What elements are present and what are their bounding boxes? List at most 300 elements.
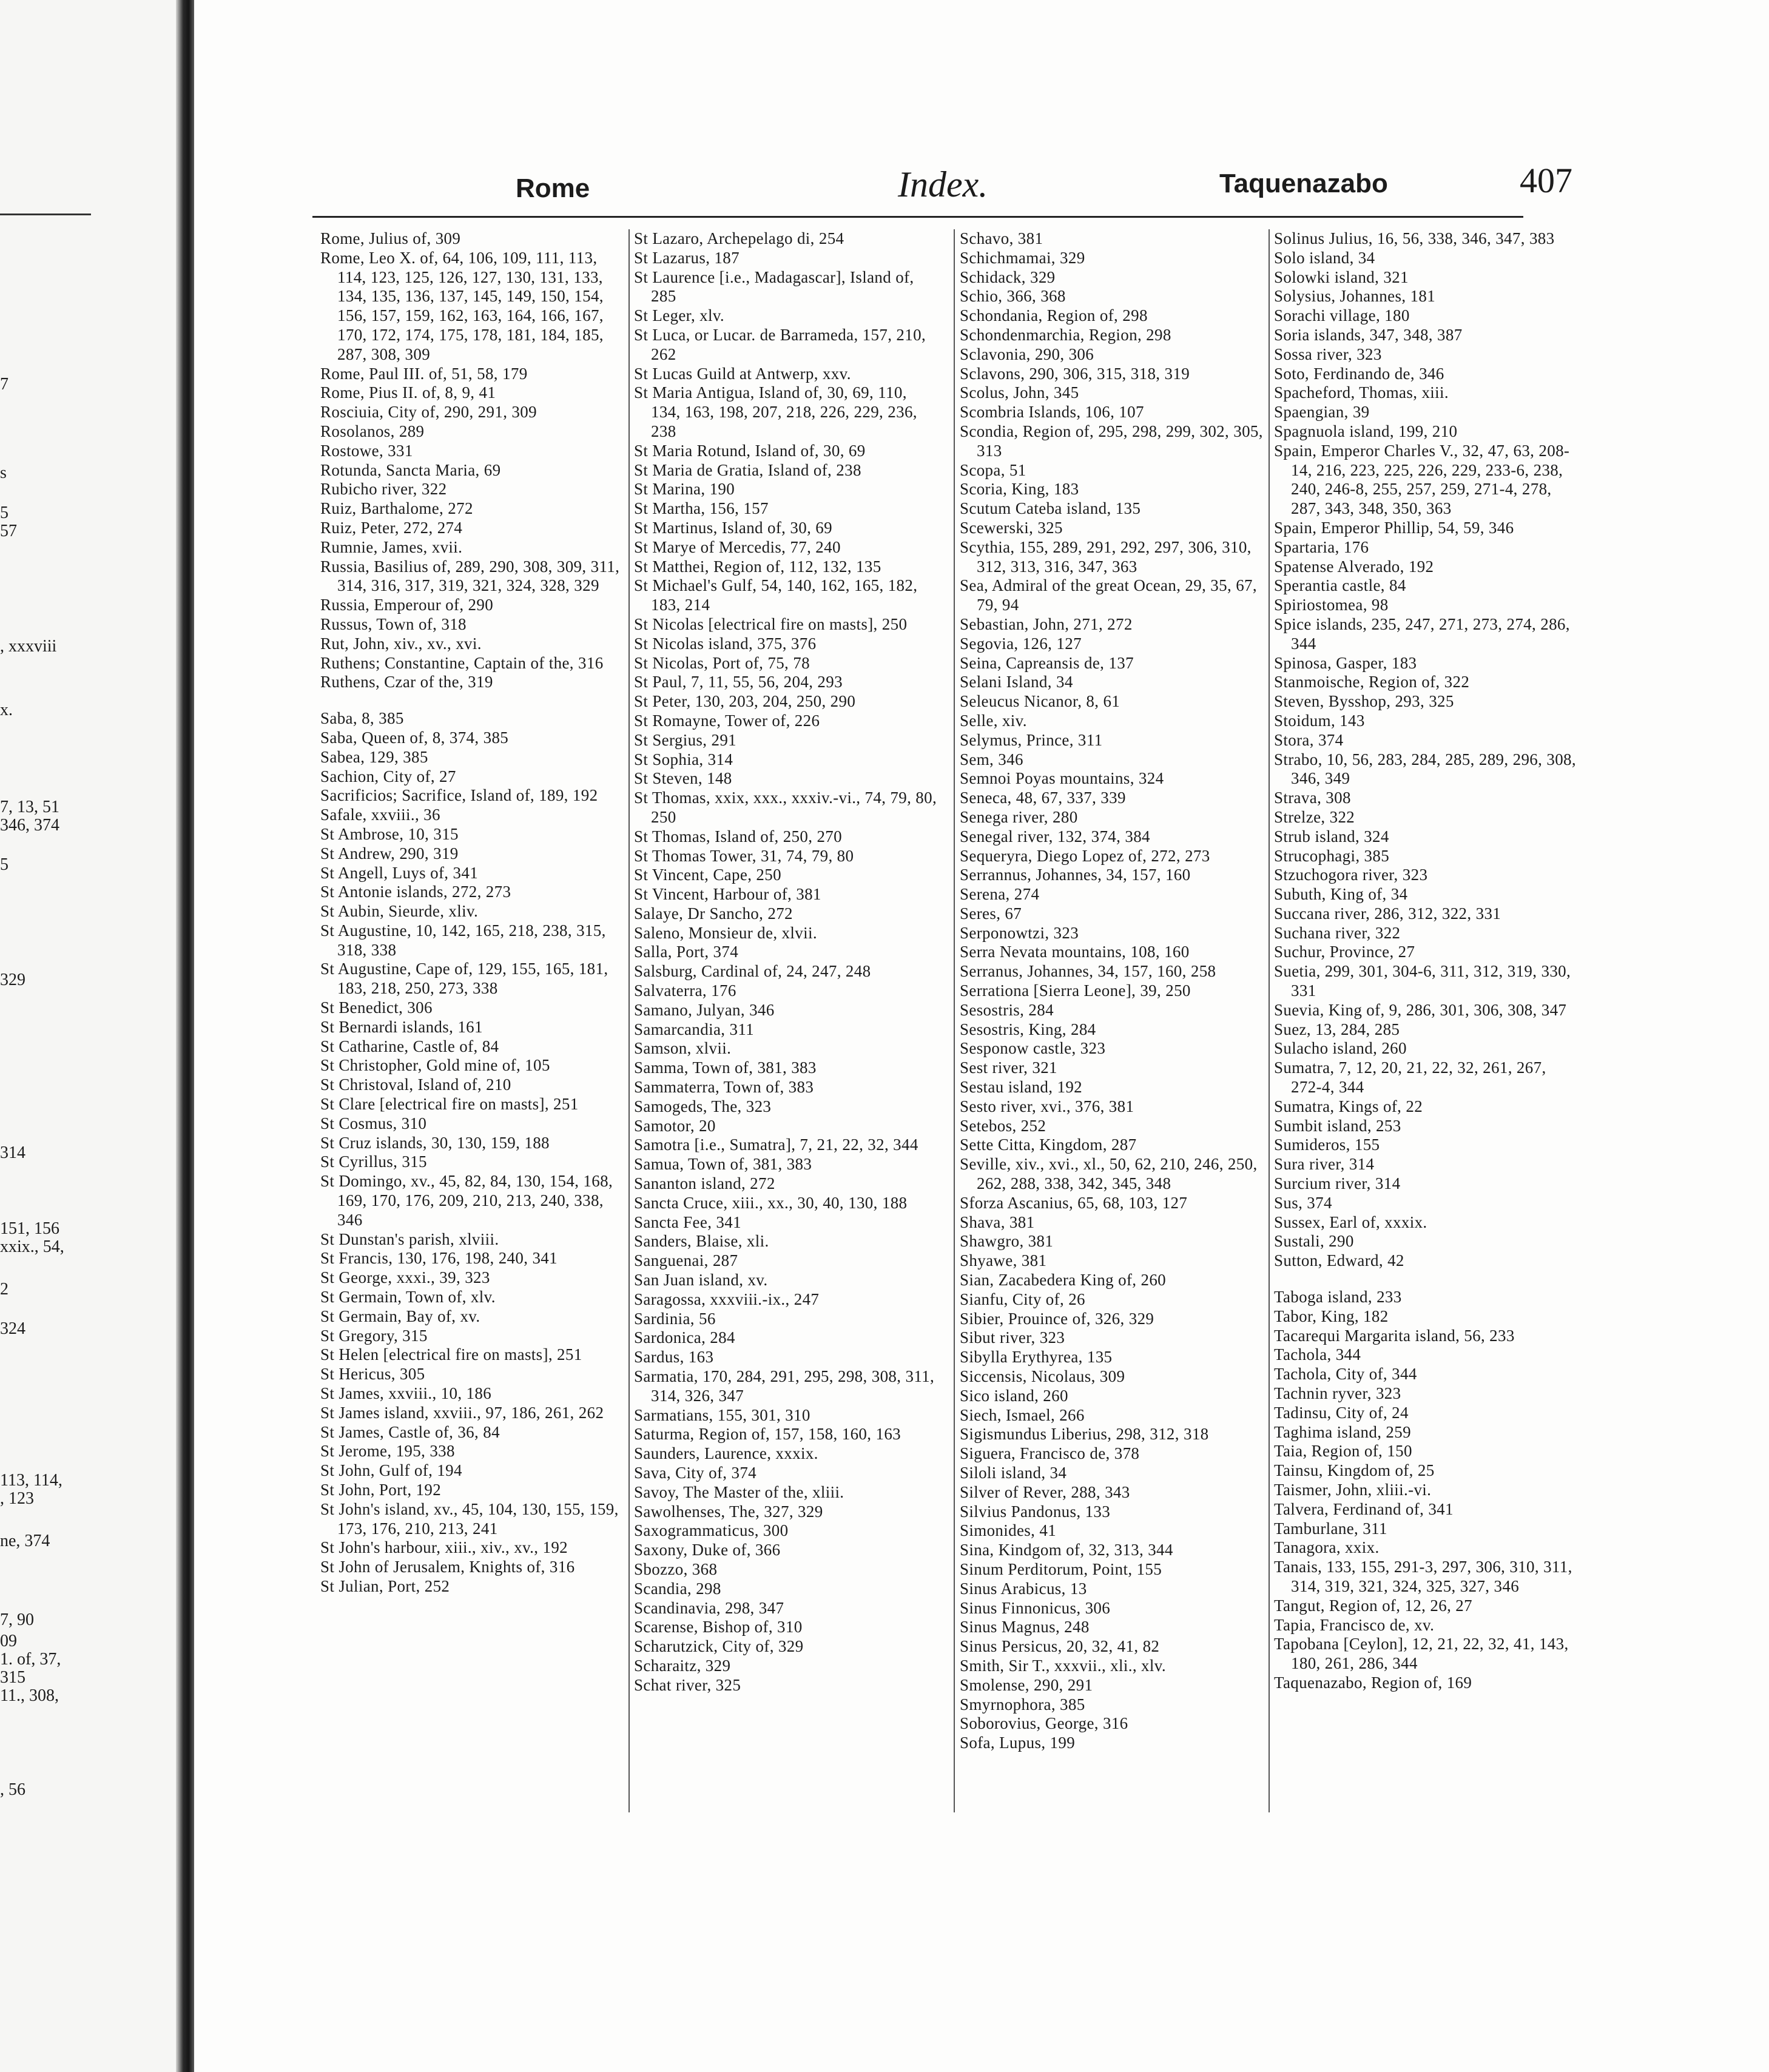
index-entry: Sussex, Earl of, xxxix.	[1274, 1213, 1427, 1231]
index-entry: St Antonie islands, 272, 273	[320, 883, 511, 901]
index-entry: Sammaterra, Town of, 383	[634, 1078, 814, 1097]
index-entry: Taia, Region of, 150	[1274, 1442, 1412, 1461]
index-entry: St James, Castle of, 36, 84	[320, 1422, 500, 1441]
index-column-4	[1274, 229, 1577, 1806]
index-entry: Scombria Islands, 106, 107	[960, 403, 1144, 422]
index-entry: Spagnuola island, 199, 210	[1274, 422, 1458, 440]
index-entry: St Vincent, Harbour of, 381	[634, 885, 821, 904]
index-entry: Rome, Leo X. of, 64, 106, 109, 111, 113, 114, 123, 125, 126, 127, 130, 131, 133, 134, 135, 136, 137, 145, 149, 150, 154, 156, 157, 159, 162, 163, 164, 166, 167, 170, 172, 174, 175, 178, 181, 184, 185, 287, 308, 309	[320, 248, 604, 363]
index-entry: Scolus, John, 345	[960, 383, 1079, 402]
index-entry: Saleno, Monsieur de, xlvii.	[634, 923, 817, 942]
index-entry: St Martinus, Island of, 30, 69	[634, 518, 832, 537]
index-entry: Sea, Admiral of the great Ocean, 29, 35, 67, 79, 94	[960, 576, 1258, 614]
index-entry: Solysius, Johannes, 181	[1274, 287, 1436, 306]
index-entry: Spinosa, Gasper, 183	[1274, 653, 1417, 672]
index-entry: Shawgro, 381	[960, 1232, 1054, 1251]
index-entry: St John of Jerusalem, Knights of, 316	[320, 1558, 575, 1576]
index-entry: Tapia, Francisco de, xv.	[1274, 1615, 1435, 1634]
index-entry: St Hericus, 305	[320, 1365, 425, 1384]
index-entry: St Cruz islands, 30, 130, 159, 188	[320, 1133, 550, 1152]
index-entry: Serrationa [Sierra Leone], 39, 250	[960, 981, 1191, 1000]
index-entry: Sebastian, John, 271, 272	[960, 614, 1133, 633]
index-entry: Taismer, John, xliii.-vi.	[1274, 1481, 1432, 1499]
index-entry: St Leger, xlv.	[634, 306, 725, 325]
index-entry: Sesostris, King, 284	[960, 1020, 1096, 1038]
index-entry: Sian, Zacabedera King of, 260	[960, 1271, 1167, 1290]
index-entry: St Romayne, Tower of, 226	[634, 711, 820, 730]
previous-page-rule	[0, 214, 91, 215]
index-entry: Siech, Ismael, 266	[960, 1405, 1085, 1424]
index-entry: St John, Port, 192	[320, 1481, 442, 1499]
index-entry: Sclavons, 290, 306, 315, 318, 319	[960, 364, 1190, 383]
index-entry: St Nicolas [electrical fire on masts], 250	[634, 614, 908, 633]
index-entry: Rosolanos, 289	[320, 422, 425, 440]
index-entry: St Lucas Guild at Antwerp, xxv.	[634, 364, 851, 383]
index-entry: Suevia, King of, 9, 286, 301, 306, 308, 347	[1274, 1000, 1567, 1019]
index-entry: Sinus Finnonicus, 306	[960, 1598, 1111, 1617]
index-entry: Tainsu, Kingdom of, 25	[1274, 1461, 1435, 1480]
index-entry: Scoria, King, 183	[960, 480, 1079, 499]
index-entry: Silvius Pandonus, 133	[960, 1502, 1111, 1521]
index-entry: St Cyrillus, 315	[320, 1152, 427, 1171]
index-entry: Sardonica, 284	[634, 1328, 735, 1347]
index-entry: Saxogrammaticus, 300	[634, 1521, 789, 1540]
index-entry: Sinus Arabicus, 13	[960, 1579, 1087, 1598]
index-entry: Selymus, Prince, 311	[960, 730, 1103, 749]
index-entry: St Thomas Tower, 31, 74, 79, 80	[634, 846, 854, 865]
column-divider	[954, 229, 955, 1812]
index-entry: St Laurence [i.e., Madagascar], Island of, 285	[634, 267, 914, 306]
index-entry: Suchana river, 322	[1274, 923, 1401, 942]
index-entry: Strava, 308	[1274, 789, 1351, 807]
index-entry: St Maria Rotund, Island of, 30, 69	[634, 441, 866, 460]
index-entry: Sava, City of, 374	[634, 1464, 757, 1482]
index-entry: St Germain, Bay of, xv.	[320, 1307, 480, 1325]
index-entry: Seleucus Nicanor, 8, 61	[960, 692, 1120, 711]
margin-fragment: ne, 374	[0, 1532, 50, 1550]
header-title: Index.	[898, 164, 988, 204]
index-entry: St Gregory, 315	[320, 1326, 428, 1345]
index-entry: Solinus Julius, 16, 56, 338, 346, 347, 383	[1274, 229, 1555, 247]
index-entry: St John's island, xv., 45, 104, 130, 155, 159, 173, 176, 210, 213, 241	[320, 1499, 619, 1538]
index-entry: Spiriostomea, 98	[1274, 596, 1389, 614]
index-entry: Senegal river, 132, 374, 384	[960, 827, 1150, 846]
index-entry: Sesto river, xvi., 376, 381	[960, 1097, 1134, 1115]
index-entry: Sulacho island, 260	[1274, 1039, 1407, 1058]
index-entry: Sumatra, Kings of, 22	[1274, 1097, 1423, 1115]
index-entry: Rosciuia, City of, 290, 291, 309	[320, 403, 537, 422]
index-entry: Scarense, Bishop of, 310	[634, 1618, 803, 1636]
index-entry: Sanguenai, 287	[634, 1251, 738, 1270]
index-entry: Solowki island, 321	[1274, 267, 1409, 286]
index-entry: St Marina, 190	[634, 480, 735, 499]
index-entry: Samua, Town of, 381, 383	[634, 1155, 812, 1174]
index-entry: Ruiz, Barthalome, 272	[320, 499, 473, 518]
index-entry: Saxony, Duke of, 366	[634, 1541, 781, 1559]
index-entry: Schichmamai, 329	[960, 248, 1085, 267]
index-entry: Scythia, 155, 289, 291, 292, 297, 306, 310, 312, 313, 316, 347, 363	[960, 537, 1252, 576]
index-entry: St Martha, 156, 157	[634, 499, 769, 518]
running-header	[194, 0, 1769, 218]
margin-fragment: 7	[0, 375, 8, 394]
page-number: 407	[1520, 161, 1572, 200]
header-first-entry: Rome	[516, 173, 590, 203]
index-entry: Taboga island, 233	[1274, 1288, 1402, 1307]
index-entry: St Aubin, Sieurde, xliv.	[320, 902, 479, 921]
index-entry: Sinus Persicus, 20, 32, 41, 82	[960, 1637, 1160, 1656]
index-entry: Rome, Paul III. of, 51, 58, 179	[320, 364, 528, 383]
margin-fragment: x.	[0, 701, 13, 719]
index-entry: Russia, Basilius of, 289, 290, 308, 309, 311, 314, 316, 317, 319, 321, 324, 328, 329	[320, 557, 620, 595]
margin-fragment: 7, 90	[0, 1610, 34, 1629]
index-entry: St Vincent, Cape, 250	[634, 866, 781, 884]
index-entry: Rubicho river, 322	[320, 480, 447, 499]
index-entry: Sest river, 321	[960, 1058, 1057, 1077]
index-entry: Seneca, 48, 67, 337, 339	[960, 789, 1126, 807]
index-entry: Serra Nevata mountains, 108, 160	[960, 943, 1190, 961]
index-entry: Samotor, 20	[634, 1116, 716, 1135]
index-entry: Scharutzick, City of, 329	[634, 1637, 804, 1656]
margin-fragment: 113, 114,	[0, 1471, 62, 1490]
index-entry: Shava, 381	[960, 1213, 1035, 1231]
margin-fragment: 7, 13, 51	[0, 798, 59, 816]
index-entry: Tachola, 344	[1274, 1345, 1361, 1364]
index-entry: St Clare [electrical fire on masts], 251	[320, 1095, 579, 1114]
index-entry: Setebos, 252	[960, 1116, 1046, 1135]
index-entry: St George, xxxi., 39, 323	[320, 1268, 490, 1287]
margin-fragment: , 123	[0, 1489, 34, 1508]
index-entry: Tadinsu, City of, 24	[1274, 1403, 1409, 1422]
index-entry: Sesostris, 284	[960, 1000, 1054, 1019]
index-entry: Sawolhenses, The, 327, 329	[634, 1502, 823, 1521]
index-entry: Selle, xiv.	[960, 711, 1027, 730]
index-entry: Subuth, King of, 34	[1274, 885, 1408, 904]
index-column-2	[634, 229, 937, 1806]
index-entry: St Matthei, Region of, 112, 132, 135	[634, 557, 881, 576]
index-entry: Sofa, Lupus, 199	[960, 1734, 1076, 1752]
index-entry: St James, xxviii., 10, 186	[320, 1384, 492, 1403]
index-entry: Sardus, 163	[634, 1348, 714, 1367]
index-entry: Tachnin ryver, 323	[1274, 1384, 1401, 1403]
index-entry: Sem, 346	[960, 750, 1023, 769]
index-entry: Silver of Rever, 288, 343	[960, 1482, 1130, 1501]
index-entry: Siccensis, Nicolaus, 309	[960, 1367, 1125, 1386]
index-entry: Savoy, The Master of the, xliii.	[634, 1482, 844, 1501]
index-entry: Serena, 274	[960, 885, 1040, 904]
index-entry: Spice islands, 235, 247, 271, 273, 274, 286, 344	[1274, 614, 1570, 653]
index-entry: Sustali, 290	[1274, 1232, 1354, 1251]
index-entry: Steven, Bysshop, 293, 325	[1274, 692, 1454, 711]
index-entry: Sura river, 314	[1274, 1155, 1375, 1174]
index-entry: St Augustine, Cape of, 129, 155, 165, 181, 183, 218, 250, 273, 338	[320, 960, 608, 998]
index-entry: Stoidum, 143	[1274, 711, 1365, 730]
index-entry: St Bernardi islands, 161	[320, 1017, 483, 1036]
index-entry: St Thomas, xxix, xxx., xxxiv.-vi., 74, 79, 80, 250	[634, 789, 937, 826]
index-entry: Ruthens, Czar of the, 319	[320, 673, 493, 691]
index-entry: Sachion, City of, 27	[320, 767, 456, 785]
index-entry: Serranus, Johannes, 34, 157, 160, 258	[960, 962, 1216, 981]
index-entry: Scandinavia, 298, 347	[634, 1598, 784, 1617]
index-entry: Sianfu, City of, 26	[960, 1290, 1085, 1308]
index-entry: Sossa river, 323	[1274, 345, 1382, 363]
header-rule	[312, 216, 1523, 218]
index-entry: Stanmoische, Region of, 322	[1274, 673, 1470, 691]
header-last-entry: Taquenazabo	[1219, 169, 1388, 198]
index-entry: Sibier, Prouince of, 326, 329	[960, 1309, 1154, 1328]
index-entry: Tanagora, xxix.	[1274, 1538, 1380, 1557]
index-entry: Suchur, Province, 27	[1274, 943, 1415, 961]
index-entry: Suez, 13, 284, 285	[1274, 1020, 1400, 1038]
index-entry: Seina, Capreansis de, 137	[960, 653, 1134, 672]
previous-page-edge	[0, 0, 194, 2072]
index-entry: Salsburg, Cardinal of, 24, 247, 248	[634, 962, 871, 981]
index-entry: Soto, Ferdinando de, 346	[1274, 364, 1444, 383]
index-entry: Strub island, 324	[1274, 827, 1389, 846]
index-entry: Shyawe, 381	[960, 1251, 1047, 1270]
index-entry: Seres, 67	[960, 904, 1022, 923]
margin-fragment: 329	[0, 970, 25, 989]
index-entry: Strucophagi, 385	[1274, 846, 1390, 865]
index-entry: Soborovius, George, 316	[960, 1714, 1128, 1733]
index-entry: San Juan island, xv.	[634, 1271, 768, 1290]
index-entry: Scopa, 51	[960, 460, 1026, 479]
index-entry: Sestau island, 192	[960, 1078, 1083, 1097]
index-entry: Saunders, Laurence, xxxix.	[634, 1444, 818, 1463]
margin-fragment: 2	[0, 1280, 8, 1299]
index-entry: Spacheford, Thomas, xiii.	[1274, 383, 1449, 402]
index-entry: St Thomas, Island of, 250, 270	[634, 827, 842, 846]
index-entry: Spaengian, 39	[1274, 403, 1370, 422]
index-entry: Strabo, 10, 56, 283, 284, 285, 289, 296, 308, 346, 349	[1274, 750, 1576, 788]
index-entry: Sperantia castle, 84	[1274, 576, 1406, 595]
index-entry: Tangut, Region of, 12, 26, 27	[1274, 1596, 1472, 1615]
index-entry: Spain, Emperor Charles V., 32, 47, 63, 208-14, 216, 223, 225, 226, 229, 233-6, 238, 240, 246-8, 255, 257, 259, 271-4, 278, 287, 343, 348, 350, 363	[1274, 441, 1570, 518]
index-entry: St Catharine, Castle of, 84	[320, 1037, 499, 1055]
index-entry: Scandia, 298	[634, 1579, 721, 1598]
index-entry: Schat river, 325	[634, 1675, 741, 1694]
index-entry: Samotra [i.e., Sumatra], 7, 21, 22, 32, 344	[634, 1135, 918, 1154]
margin-fragment: 324	[0, 1319, 25, 1338]
index-entry: St Steven, 148	[634, 769, 732, 788]
index-entry: Sforza Ascanius, 65, 68, 103, 127	[960, 1193, 1188, 1212]
index-entry: Rumnie, James, xvii.	[320, 537, 463, 556]
margin-fragment: 1. of, 37,	[0, 1650, 61, 1669]
index-entry: Tapobana [Ceylon], 12, 21, 22, 32, 41, 143, 180, 261, 286, 344	[1274, 1635, 1569, 1673]
index-entry: St Sergius, 291	[634, 730, 737, 749]
index-entry: Taquenazabo, Region of, 169	[1274, 1673, 1472, 1692]
margin-fragment: 11., 308,	[0, 1686, 59, 1705]
index-entry: Samano, Julyan, 346	[634, 1000, 775, 1019]
index-entry: Safale, xxviii., 36	[320, 806, 440, 824]
index-entry: St Helen [electrical fire on masts], 251	[320, 1345, 582, 1364]
index-entry: St Germain, Town of, xlv.	[320, 1288, 496, 1307]
index-entry: Rotunda, Sancta Maria, 69	[320, 460, 501, 479]
index-entry: St Benedict, 306	[320, 998, 433, 1017]
margin-fragment: 314	[0, 1143, 25, 1162]
index-entry: Sigismundus Liberius, 298, 312, 318	[960, 1425, 1209, 1444]
margin-fragment: 151, 156	[0, 1219, 59, 1238]
index-entry: Suetia, 299, 301, 304-6, 311, 312, 319, 330, 331	[1274, 962, 1571, 1000]
index-entry: Sina, Kindgom of, 32, 313, 344	[960, 1541, 1173, 1559]
index-entry: Solo island, 34	[1274, 248, 1375, 267]
index-entry: St Nicolas, Port of, 75, 78	[634, 653, 810, 672]
index-entry: St Nicolas island, 375, 376	[634, 634, 817, 653]
letter-section-gap	[1274, 1271, 1577, 1288]
index-entry: Tanais, 133, 155, 291-3, 297, 306, 310, 311, 314, 319, 321, 324, 325, 327, 346	[1274, 1558, 1572, 1595]
index-entry: Schidack, 329	[960, 267, 1056, 286]
column-divider	[628, 229, 630, 1812]
index-entry: Sette Citta, Kingdom, 287	[960, 1135, 1137, 1154]
index-entry: Tabor, King, 182	[1274, 1307, 1389, 1325]
index-entry: Selani Island, 34	[960, 673, 1073, 691]
page-binding-shadow	[176, 0, 194, 2072]
index-entry: Sesponow castle, 323	[960, 1039, 1106, 1058]
index-entry: Smith, Sir T., xxxvii., xli., xlv.	[960, 1656, 1166, 1675]
index-entry: Sanders, Blaise, xli.	[634, 1232, 769, 1251]
index-entry: St James island, xxviii., 97, 186, 261, 262	[320, 1403, 604, 1422]
index-entry: Sclavonia, 290, 306	[960, 345, 1094, 363]
index-entry: Seville, xiv., xvi., xl., 50, 62, 210, 246, 250, 262, 288, 338, 342, 345, 348	[960, 1155, 1258, 1193]
index-entry: Scewerski, 325	[960, 518, 1063, 537]
index-entry: Serrannus, Johannes, 34, 157, 160	[960, 866, 1191, 884]
index-entry: Tacarequi Margarita island, 56, 233	[1274, 1326, 1515, 1345]
index-entry: Talvera, Ferdinand of, 341	[1274, 1499, 1454, 1518]
margin-fragment: xxix., 54,	[0, 1237, 64, 1256]
index-entry: Rome, Julius of, 309	[320, 229, 461, 247]
index-entry: St John's harbour, xiii., xiv., xv., 192	[320, 1538, 568, 1557]
index-entry: Ruiz, Peter, 272, 274	[320, 518, 463, 537]
index-entry: Soria islands, 347, 348, 387	[1274, 325, 1463, 344]
index-entry: St Luca, or Lucar. de Barrameda, 157, 210, 262	[634, 325, 926, 363]
index-entry: Sequeryra, Diego Lopez of, 272, 273	[960, 846, 1210, 865]
index-entry: Scutum Cateba island, 135	[960, 499, 1141, 518]
index-entry: Sinum Perditorum, Point, 155	[960, 1559, 1162, 1578]
index-entry: Sardinia, 56	[634, 1309, 716, 1328]
index-entry: Samson, xlvii.	[634, 1039, 732, 1058]
index-entry: Tachola, City of, 344	[1274, 1365, 1417, 1384]
index-entry: St Lazaro, Archepelago di, 254	[634, 229, 844, 247]
index-entry: Schio, 366, 368	[960, 287, 1066, 306]
index-entry: Sarmatia, 170, 284, 291, 295, 298, 308, 311, 314, 326, 347	[634, 1367, 935, 1405]
margin-fragment: 5	[0, 855, 8, 874]
index-entry: Sinus Magnus, 248	[960, 1618, 1090, 1636]
margin-fragment: s	[0, 463, 7, 482]
index-entry: St Augustine, 10, 142, 165, 218, 238, 315, 318, 338	[320, 921, 606, 959]
margin-fragment: , xxxviii	[0, 637, 57, 656]
index-entry: Sacrificios; Sacrifice, Island of, 189, 192	[320, 786, 598, 805]
index-entry: Sancta Cruce, xiii., xx., 30, 40, 130, 188	[634, 1193, 908, 1212]
index-entry: Saragossa, xxxviii.-ix., 247	[634, 1290, 820, 1308]
margin-fragment: 09	[0, 1632, 17, 1650]
index-entry: Salla, Port, 374	[634, 943, 739, 961]
column-divider	[1269, 229, 1270, 1812]
index-entry: Semnoi Poyas mountains, 324	[960, 769, 1164, 788]
index-entry: Senega river, 280	[960, 807, 1078, 826]
index-entry: Sibut river, 323	[960, 1328, 1065, 1347]
index-entry: St Sophia, 314	[634, 750, 733, 769]
index-entry: Stora, 374	[1274, 730, 1344, 749]
index-entry: Rome, Pius II. of, 8, 9, 41	[320, 383, 496, 402]
index-entry: St Maria Antigua, Island of, 30, 69, 110, 134, 163, 198, 207, 218, 226, 229, 236, 238	[634, 383, 917, 440]
index-entry: Russia, Emperour of, 290	[320, 596, 494, 614]
index-entry: St Michael's Gulf, 54, 140, 162, 165, 182, 183, 214	[634, 576, 918, 614]
index-entry: St Ambrose, 10, 315	[320, 824, 459, 843]
index-entry: Spain, Emperor Phillip, 54, 59, 346	[1274, 518, 1514, 537]
index-entry: Sico island, 260	[960, 1386, 1068, 1405]
index-column-3	[960, 229, 1263, 1806]
index-entry: St Marye of Mercedis, 77, 240	[634, 537, 841, 556]
index-entry: Scharaitz, 329	[634, 1656, 731, 1675]
index-entry: St Julian, Port, 252	[320, 1576, 450, 1595]
margin-fragment: 315	[0, 1668, 25, 1687]
index-entry: Sarmatians, 155, 301, 310	[634, 1405, 810, 1424]
index-entry: St John, Gulf of, 194	[320, 1461, 462, 1480]
index-entry: Salaye, Dr Sancho, 272	[634, 904, 793, 923]
index-entry: Scondia, Region of, 295, 298, 299, 302, 305, 313	[960, 422, 1263, 460]
index-entry: Saba, 8, 385	[320, 709, 404, 728]
index-entry: Siguera, Francisco de, 378	[960, 1444, 1140, 1463]
index-entry: Sbozzo, 368	[634, 1559, 718, 1578]
index-entry: Sumbit island, 253	[1274, 1116, 1401, 1135]
index-entry: St Peter, 130, 203, 204, 250, 290	[634, 692, 856, 711]
index-entry: Smyrnophora, 385	[960, 1695, 1085, 1714]
index-entry: Samarcandia, 311	[634, 1020, 755, 1038]
index-entry: St Domingo, xv., 45, 82, 84, 130, 154, 168, 169, 170, 176, 209, 210, 213, 240, 338, 346	[320, 1172, 613, 1229]
index-entry: Sabea, 129, 385	[320, 747, 428, 766]
index-entry: Schondania, Region of, 298	[960, 306, 1148, 325]
index-entry: Succana river, 286, 312, 322, 331	[1274, 904, 1501, 923]
index-entry: Sus, 374	[1274, 1193, 1332, 1212]
index-entry: Tamburlane, 311	[1274, 1519, 1387, 1538]
index-entry: St Dunstan's parish, xlviii.	[320, 1229, 499, 1248]
index-entry: Stzuchogora river, 323	[1274, 866, 1428, 884]
index-entry: Sibylla Erythyrea, 135	[960, 1348, 1113, 1367]
index-entry: St Angell, Luys of, 341	[320, 863, 479, 882]
index-page	[194, 0, 1769, 2072]
index-entry: Rostowe, 331	[320, 441, 413, 460]
index-entry: Segovia, 126, 127	[960, 634, 1082, 653]
index-entry: St Christoval, Island of, 210	[320, 1075, 511, 1094]
index-entry: Ruthens; Constantine, Captain of the, 316	[320, 653, 604, 672]
index-entry: St Paul, 7, 11, 55, 56, 204, 293	[634, 673, 843, 691]
letter-section-gap	[320, 692, 624, 709]
index-entry: Strelze, 322	[1274, 807, 1355, 826]
index-entry: Siloli island, 34	[960, 1464, 1067, 1482]
index-entry: St Francis, 130, 176, 198, 240, 341	[320, 1249, 558, 1268]
index-entry: St Christopher, Gold mine of, 105	[320, 1056, 550, 1075]
index-entry: Serponowtzi, 323	[960, 923, 1079, 942]
margin-fragment: 346, 374	[0, 816, 59, 835]
index-entry: Spartaria, 176	[1274, 537, 1369, 556]
index-entry: St Maria de Gratia, Island of, 238	[634, 460, 861, 479]
index-entry: Schavo, 381	[960, 229, 1043, 247]
index-column-1	[320, 229, 624, 1806]
index-entry: St Cosmus, 310	[320, 1114, 427, 1132]
index-entry: Sananton island, 272	[634, 1174, 775, 1193]
index-entry: Surcium river, 314	[1274, 1174, 1401, 1193]
index-entry: Samogeds, The, 323	[634, 1097, 772, 1115]
index-entry: St Andrew, 290, 319	[320, 844, 459, 863]
index-entry: Taghima island, 259	[1274, 1422, 1411, 1441]
index-entry: Sutton, Edward, 42	[1274, 1251, 1404, 1270]
index-entry: St Jerome, 195, 338	[320, 1442, 455, 1461]
index-entry: Schondenmarchia, Region, 298	[960, 325, 1171, 344]
index-entry: Spatense Alverado, 192	[1274, 557, 1434, 576]
margin-fragment: , 56	[0, 1780, 25, 1799]
index-entry: Saba, Queen of, 8, 374, 385	[320, 728, 509, 747]
index-entry: Samma, Town of, 381, 383	[634, 1058, 817, 1077]
index-entry: Saturma, Region of, 157, 158, 160, 163	[634, 1425, 901, 1444]
